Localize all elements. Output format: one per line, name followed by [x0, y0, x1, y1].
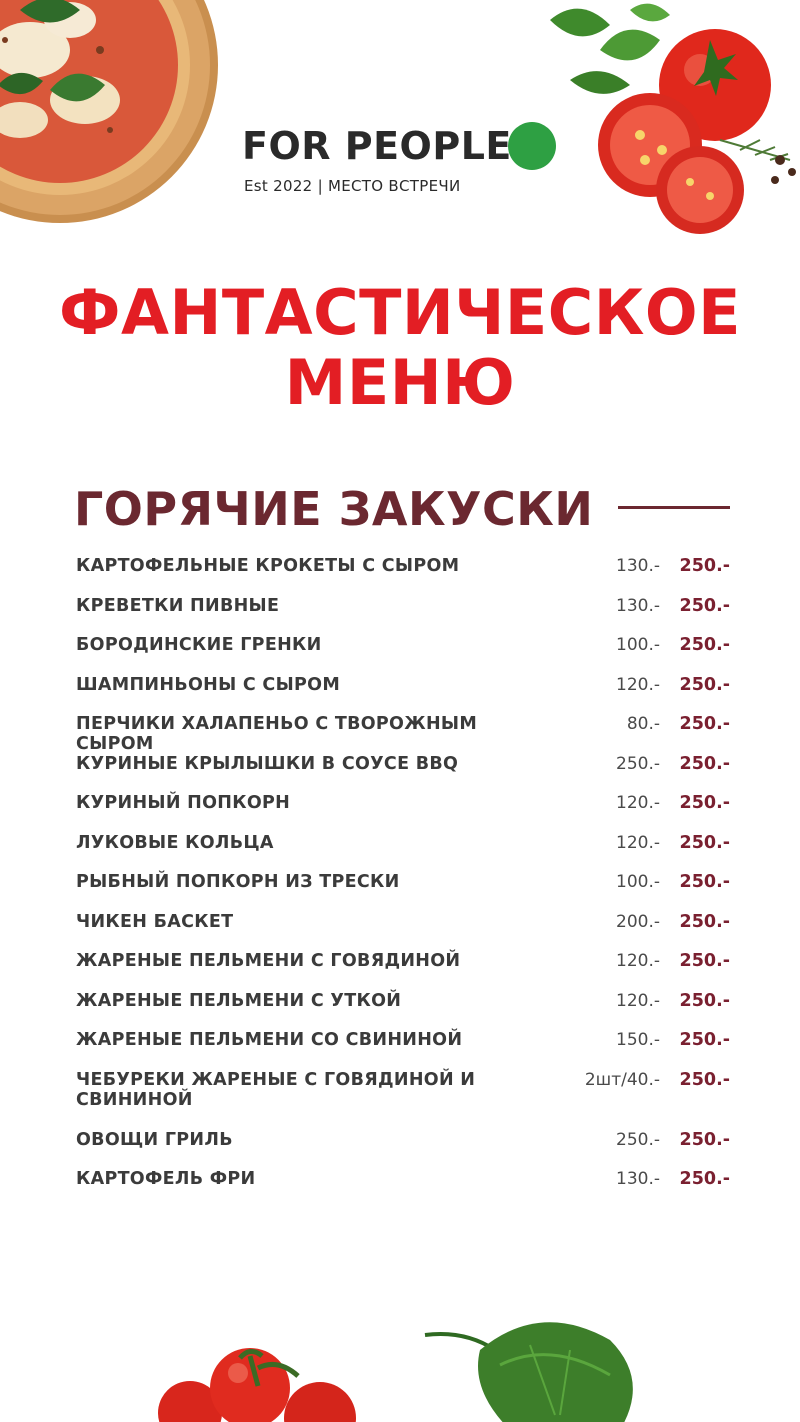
menu-item-weight: 100.-	[616, 872, 660, 892]
menu-item-weight: 200.-	[616, 911, 660, 932]
brand-logo	[242, 120, 562, 200]
menu-item-weight: 120.-	[616, 990, 660, 1011]
menu-item-name: КАРТОФЕЛЬНЫЕ КРОКЕТЫ С СЫРОМ	[76, 556, 460, 576]
menu-item-weight: 130.-	[616, 556, 660, 576]
menu-item-price: 250.-	[679, 793, 730, 813]
menu-item-name: ШАМПИНЬОНЫ С СЫРОМ	[76, 674, 341, 695]
menu-item-price: 250.-	[679, 1030, 730, 1050]
menu-item-price: 250.-	[679, 872, 730, 892]
brand-name: FOR PEOPLE	[242, 124, 512, 168]
pizza-image	[0, 0, 225, 240]
menu-item	[76, 596, 730, 636]
menu-item-weight: 2шт/40.-	[584, 1069, 660, 1090]
menu-item-price: 250.-	[679, 635, 730, 655]
menu-item-name: ПЕРЧИКИ ХАЛАПЕНЬО С ТВОРОЖНЫМ СЫРОМ	[76, 714, 478, 754]
menu-item-price: 250.-	[679, 556, 730, 576]
menu-item-weight: 120.-	[616, 951, 660, 971]
menu-item	[76, 793, 730, 833]
page-title-line2: МЕНЮ	[284, 346, 516, 419]
menu-item-price: 250.-	[679, 951, 730, 971]
menu-item	[76, 714, 730, 754]
menu-item	[76, 833, 730, 873]
menu-item-price: 250.-	[679, 753, 730, 774]
menu-item-price: 250.-	[679, 714, 730, 734]
menu-item-weight: 80.-	[626, 714, 660, 734]
menu-item-price: 250.-	[679, 1129, 730, 1150]
tomatoes-image	[150, 1318, 380, 1422]
menu-item	[76, 1130, 730, 1170]
logo-green-circle	[508, 122, 556, 170]
menu-item-name: ЛУКОВЫЕ КОЛЬЦА	[76, 832, 274, 853]
menu-item-price: 250.-	[679, 595, 730, 616]
menu-item-weight: 250.-	[616, 1129, 660, 1150]
menu-item-name: ЖАРЕНЫЕ ПЕЛЬМЕНИ С ГОВЯДИНОЙ	[76, 951, 461, 971]
menu-item	[76, 675, 730, 715]
menu-item	[76, 951, 730, 991]
spinach-image	[420, 1310, 660, 1422]
menu-item-price: 250.-	[679, 1169, 730, 1189]
menu-item-weight: 130.-	[616, 595, 660, 616]
menu-item	[76, 912, 730, 952]
menu-item-name: РЫБНЫЙ ПОПКОРН ИЗ ТРЕСКИ	[76, 872, 400, 892]
menu-item-weight: 100.-	[616, 635, 660, 655]
menu-list	[76, 556, 730, 1209]
menu-item-price: 250.-	[679, 911, 730, 932]
menu-item-weight: 120.-	[616, 793, 660, 813]
section-divider	[618, 506, 730, 509]
menu-item	[76, 1030, 730, 1070]
menu-item	[76, 1169, 730, 1209]
page-title-line1: ФАНТАСТИЧЕСКОЕ	[58, 276, 741, 349]
menu-item-price: 250.-	[679, 990, 730, 1011]
menu-item-name: КРЕВЕТКИ ПИВНЫЕ	[76, 595, 280, 616]
menu-item	[76, 872, 730, 912]
brand-tagline: Est 2022 | МЕСТО ВСТРЕЧИ	[244, 177, 461, 195]
menu-item-name: ЧИКЕН БАСКЕТ	[76, 911, 234, 932]
menu-item-weight: 120.-	[616, 832, 660, 853]
menu-item	[76, 991, 730, 1031]
menu-item	[76, 1070, 730, 1130]
menu-item-name: КУРИНЫЕ КРЫЛЫШКИ В СОУСЕ BBQ	[76, 753, 459, 774]
menu-item-weight: 130.-	[616, 1169, 660, 1189]
menu-item-name: ЖАРЕНЫЕ ПЕЛЬМЕНИ С УТКОЙ	[76, 990, 402, 1011]
tomatoes-basil-image	[540, 0, 800, 235]
menu-item-name: ЧЕБУРЕКИ ЖАРЕНЫЕ С ГОВЯДИНОЙ И СВИНИНОЙ	[76, 1069, 476, 1110]
menu-item-price: 250.-	[679, 832, 730, 853]
section-title: ГОРЯЧИЕ ЗАКУСКИ	[74, 482, 594, 536]
menu-item-price: 250.-	[679, 1069, 730, 1090]
menu-item-weight: 150.-	[616, 1030, 660, 1050]
menu-item-name: ЖАРЕНЫЕ ПЕЛЬМЕНИ СО СВИНИНОЙ	[76, 1030, 463, 1050]
page-title	[0, 278, 800, 418]
menu-item-name: КАРТОФЕЛЬ ФРИ	[76, 1169, 256, 1189]
menu-item	[76, 635, 730, 675]
menu-item-weight: 250.-	[616, 753, 660, 774]
menu-item-name: БОРОДИНСКИЕ ГРЕНКИ	[76, 635, 322, 655]
menu-item	[76, 556, 730, 596]
menu-item-name: ОВОЩИ ГРИЛЬ	[76, 1129, 233, 1150]
menu-item-name: КУРИНЫЙ ПОПКОРН	[76, 793, 291, 813]
menu-item-weight: 120.-	[616, 674, 660, 695]
menu-item-price: 250.-	[679, 674, 730, 695]
menu-item	[76, 754, 730, 794]
